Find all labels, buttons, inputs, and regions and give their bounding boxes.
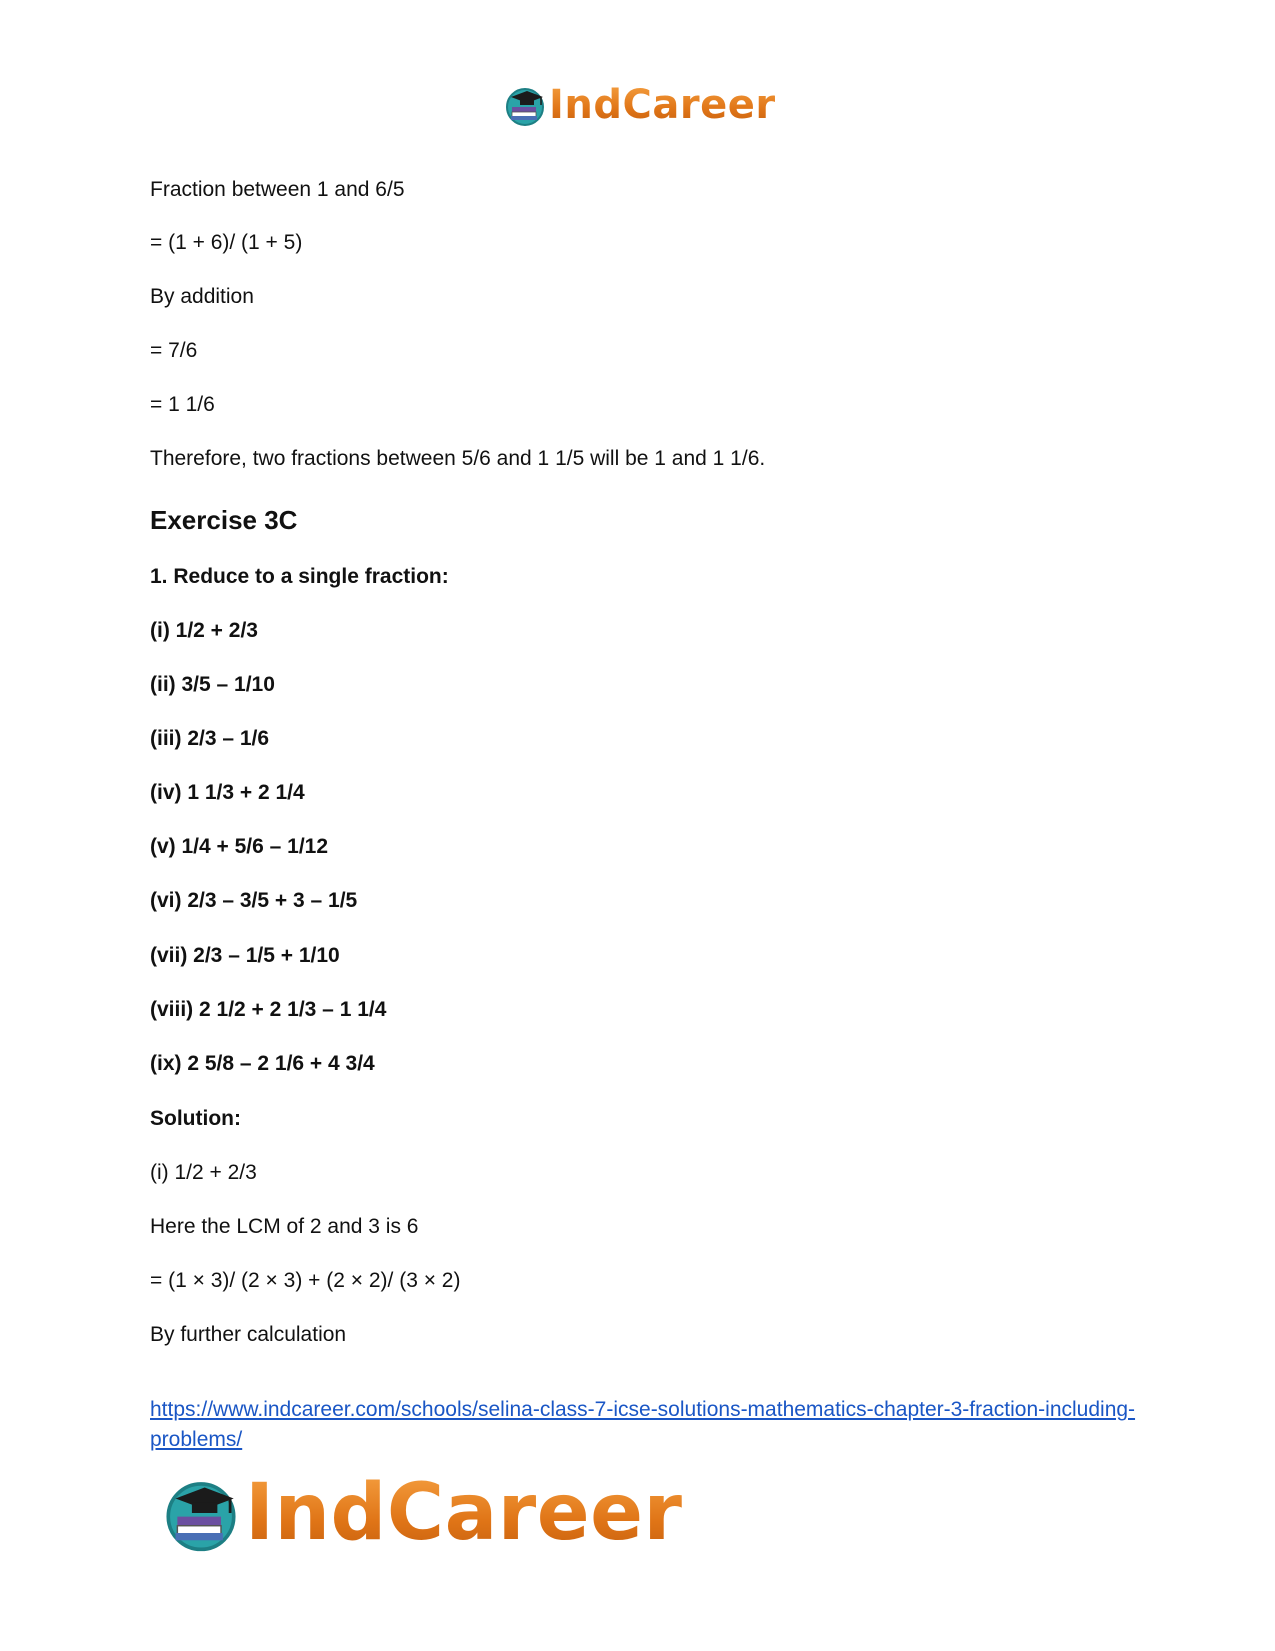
question-part: (iv) 1 1/3 + 2 1/4	[150, 781, 305, 804]
solution-line: = (1 × 3)/ (2 × 3) + (2 × 2)/ (3 × 2)	[150, 1269, 461, 1292]
solution-line: Here the LCM of 2 and 3 is 6	[150, 1215, 419, 1238]
solution-line: By further calculation	[150, 1323, 347, 1346]
question-part: (v) 1/4 + 5/6 – 1/12	[150, 835, 329, 858]
solution-line: (i) 1/2 + 2/3	[150, 1161, 257, 1184]
header-logo	[503, 80, 776, 130]
graduation-cap-books-globe-icon	[503, 83, 547, 127]
graduation-cap-books-globe-icon	[161, 1473, 241, 1553]
text-line: Fraction between 1 and 6/5	[150, 178, 405, 201]
question-part: (ix) 2 5/8 – 2 1/6 + 4 3/4	[150, 1052, 375, 1075]
text-line: = 1 1/6	[150, 393, 215, 416]
logo-wordmark: IndCareer	[245, 1468, 683, 1558]
logo-wordmark: IndCareer	[549, 82, 776, 128]
text-line: = (1 + 6)/ (1 + 5)	[150, 231, 303, 254]
text-line: = 7/6	[150, 339, 198, 362]
solution-label: Solution:	[150, 1107, 241, 1130]
question-part: (ii) 3/5 – 1/10	[150, 673, 275, 696]
question-part: (iii) 2/3 – 1/6	[150, 727, 270, 750]
text-line: By addition	[150, 285, 254, 308]
footer-logo	[161, 1468, 683, 1558]
exercise-heading: Exercise 3C	[150, 505, 298, 535]
question-part: (viii) 2 1/2 + 2 1/3 – 1 1/4	[150, 998, 387, 1021]
question-part: (i) 1/2 + 2/3	[150, 619, 258, 642]
text-line: Therefore, two fractions between 5/6 and 1 1/5 will be 1 and 1 1/6.	[150, 447, 766, 470]
question-title: 1. Reduce to a single fraction:	[150, 565, 449, 588]
source-link[interactable]: https://www.indcareer.com/schools/selina-class-7-icse-solutions-mathematics-chapter-3-fraction-including-problems/	[150, 1398, 1136, 1451]
question-part: (vii) 2/3 – 1/5 + 1/10	[150, 944, 340, 967]
question-part: (vi) 2/3 – 3/5 + 3 – 1/5	[150, 889, 358, 912]
